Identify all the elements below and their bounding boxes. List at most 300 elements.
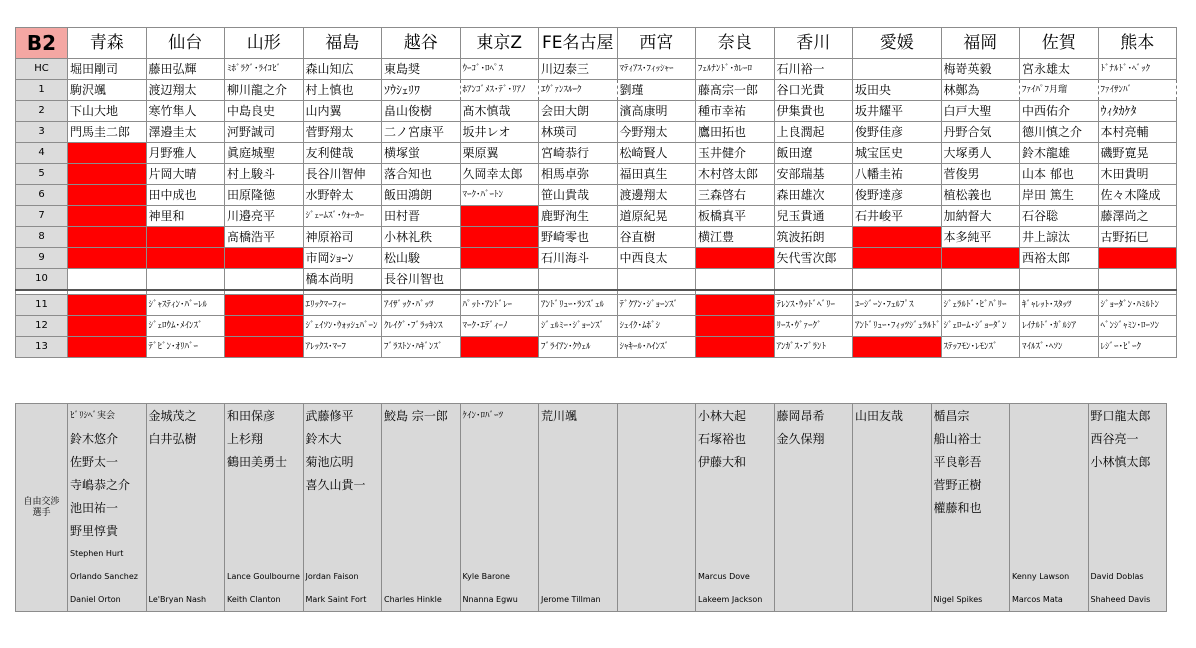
free-agent-cell — [539, 565, 618, 588]
roster-row — [16, 295, 1177, 316]
player-cell: 兒玉貴通 — [774, 206, 853, 227]
roster-row — [16, 269, 1177, 291]
player-cell: 藤澤尚之 — [1098, 206, 1177, 227]
team-name: 仙台 — [146, 28, 225, 59]
player-cell — [460, 269, 539, 291]
roster-row — [16, 227, 1177, 248]
empty-slot — [696, 337, 775, 358]
free-agent-cell: 上杉翔 — [225, 427, 304, 450]
player-cell: ﾌﾞﾗｽﾄﾝ･ﾊｷﾞﾝｽﾞ — [382, 337, 461, 358]
player-cell — [1020, 269, 1099, 291]
player-cell: ｱﾝｶﾞｽ･ﾌﾞﾗﾝﾄ — [774, 337, 853, 358]
player-cell: 田中成也 — [146, 185, 225, 206]
player-cell: 鹿野洵生 — [539, 206, 618, 227]
free-agent-cell: ﾋﾞﾘｼﾍﾞ実会 — [68, 404, 147, 428]
free-agent-cell — [1010, 427, 1089, 450]
player-cell: ｴﾘｯｸﾏｰﾌｨｰ — [303, 295, 382, 316]
player-cell: 西裕太郎 — [1020, 248, 1099, 269]
free-agent-cell: ｹｲﾝ･ﾛﾊﾞｰﾂ — [460, 404, 539, 428]
free-agent-cell — [1088, 496, 1167, 519]
player-cell: ｼﾞｪｰﾑｽﾞ･ｳｫｰｶｰ — [303, 206, 382, 227]
team-name: 山形 — [225, 28, 304, 59]
player-cell: ﾏｰｸ･ｴﾃﾞｨｰﾉ — [460, 316, 539, 337]
empty-slot — [68, 227, 147, 248]
player-cell: 宮永雄太 — [1020, 59, 1099, 80]
free-agent-cell — [225, 496, 304, 519]
player-cell: 矢代雪次郎 — [774, 248, 853, 269]
player-cell: 渡辺翔太 — [146, 80, 225, 101]
free-agent-cell — [539, 496, 618, 519]
free-agent-cell — [853, 427, 932, 450]
player-cell: 加納督大 — [941, 206, 1020, 227]
free-agent-cell: Orlando Sanchez — [68, 565, 147, 588]
player-cell — [853, 59, 942, 80]
free-agent-cell: 野口龍太郎 — [1088, 404, 1167, 428]
team-name: 越谷 — [382, 28, 461, 59]
free-agent-cell — [853, 496, 932, 519]
player-cell: ﾌｧｲｻﾝﾊﾞ — [1098, 80, 1177, 101]
free-agent-label: 自由交渉 選手 — [16, 404, 68, 612]
roster-row — [16, 206, 1177, 227]
free-agent-row — [16, 588, 1167, 612]
player-cell: 髙橋浩平 — [225, 227, 304, 248]
player-cell: 寒竹隼人 — [146, 101, 225, 122]
free-agent-cell: 荒川颯 — [539, 404, 618, 428]
league-label: B2 — [16, 28, 68, 59]
roster-row — [16, 143, 1177, 164]
roster-row — [16, 337, 1177, 358]
free-agent-cell: Charles Hinkle — [382, 588, 461, 612]
empty-slot — [696, 316, 775, 337]
free-agent-cell — [931, 519, 1010, 542]
free-agent-cell: 山田友哉 — [853, 404, 932, 428]
free-agent-cell — [225, 473, 304, 496]
free-agent-cell — [382, 565, 461, 588]
player-cell: ｼﾞｮｰﾀﾞﾝ･ﾊﾐﾙﾄﾝ — [1098, 295, 1177, 316]
free-agent-row — [16, 404, 1167, 428]
free-agent-cell — [1010, 450, 1089, 473]
player-cell: 三森啓右 — [696, 185, 775, 206]
player-cell: 中島良史 — [225, 101, 304, 122]
empty-slot — [146, 227, 225, 248]
free-agent-cell: 石塚裕也 — [696, 427, 775, 450]
empty-slot — [68, 316, 147, 337]
player-cell: ﾏｲﾙｽﾞ･ﾍｿﾝ — [1020, 337, 1099, 358]
player-cell: 岸田 篤生 — [1020, 185, 1099, 206]
free-agent-cell — [853, 519, 932, 542]
free-agent-cell — [1010, 542, 1089, 565]
player-cell: 白戸大聖 — [941, 101, 1020, 122]
free-agent-cell — [382, 473, 461, 496]
player-cell: ｼｪｲｸ･ﾑﾎﾞｼ — [617, 316, 696, 337]
player-cell: ｱﾝﾄﾞﾘｭｰ･ﾗﾝｽﾞｪﾙ — [539, 295, 618, 316]
player-cell: 森山知広 — [303, 59, 382, 80]
player-cell — [146, 269, 225, 291]
free-agent-cell — [1010, 404, 1089, 428]
player-cell: 種市幸祐 — [696, 101, 775, 122]
player-cell: 谷口光貴 — [774, 80, 853, 101]
free-agent-cell — [853, 565, 932, 588]
empty-slot — [146, 248, 225, 269]
player-cell: 久岡幸太郎 — [460, 164, 539, 185]
free-agent-cell: 平良彰吾 — [931, 450, 1010, 473]
player-cell: 田原隆徳 — [225, 185, 304, 206]
free-agent-cell — [617, 427, 696, 450]
player-cell: 濱高康明 — [617, 101, 696, 122]
free-agent-cell: 菊池広明 — [303, 450, 382, 473]
row-label: 4 — [16, 143, 68, 164]
free-agent-cell: 武藤修平 — [303, 404, 382, 428]
player-cell: 劉瑾 — [617, 80, 696, 101]
player-cell: 村上駿斗 — [225, 164, 304, 185]
empty-slot — [696, 295, 775, 316]
free-agent-cell — [617, 473, 696, 496]
free-agent-cell — [617, 496, 696, 519]
player-cell: 水野幹太 — [303, 185, 382, 206]
player-cell: 佐々木隆成 — [1098, 185, 1177, 206]
team-name: 愛媛 — [853, 28, 942, 59]
free-agent-cell: 藤岡昂希 — [774, 404, 853, 428]
empty-slot — [225, 337, 304, 358]
free-agent-cell: Kyle Barone — [460, 565, 539, 588]
free-agent-cell — [853, 588, 932, 612]
player-cell: 長谷川智伸 — [303, 164, 382, 185]
free-agent-cell: Marcus Dove — [696, 565, 775, 588]
player-cell: 眞庭城聖 — [225, 143, 304, 164]
free-agent-cell — [931, 542, 1010, 565]
player-cell: 飯田鴻朗 — [382, 185, 461, 206]
player-cell: ﾌｪﾙﾅﾝﾄﾞ･ｶﾚｰﾛ — [696, 59, 775, 80]
row-label: 9 — [16, 248, 68, 269]
player-cell: 川辺泰三 — [539, 59, 618, 80]
free-agent-cell — [539, 450, 618, 473]
player-cell: 髙木慎哉 — [460, 101, 539, 122]
team-name: 東京Z — [460, 28, 539, 59]
empty-slot — [941, 248, 1020, 269]
player-cell: 林鄭為 — [941, 80, 1020, 101]
player-cell: 栗原翼 — [460, 143, 539, 164]
free-agent-cell — [853, 450, 932, 473]
team-name: 奈良 — [696, 28, 775, 59]
player-cell: 藤髙宗一郎 — [696, 80, 775, 101]
free-agent-cell: 楯昌宗 — [931, 404, 1010, 428]
free-agent-row — [16, 427, 1167, 450]
player-cell: ｼﾞｪﾗﾙﾄﾞ･ﾋﾞﾊﾞﾘｰ — [941, 295, 1020, 316]
player-cell: ｴｳﾞｧﾝｽﾙｰｸ — [539, 80, 618, 101]
player-cell: 神里和 — [146, 206, 225, 227]
free-agent-cell — [1088, 542, 1167, 565]
player-cell: ﾐﾎﾞﾗｸﾞ･ﾗｲｺﾋﾞ — [225, 59, 304, 80]
player-cell: 植松義也 — [941, 185, 1020, 206]
free-agent-cell — [146, 496, 225, 519]
player-cell: 村上慎也 — [303, 80, 382, 101]
player-cell — [1098, 269, 1177, 291]
player-cell: 東島奨 — [382, 59, 461, 80]
row-label: 12 — [16, 316, 68, 337]
free-agent-cell — [1010, 473, 1089, 496]
free-agent-cell: Le'Bryan Nash — [146, 588, 225, 612]
player-cell: 林瑛司 — [539, 122, 618, 143]
player-cell: 上良潤起 — [774, 122, 853, 143]
free-agent-cell — [617, 404, 696, 428]
row-label: HC — [16, 59, 68, 80]
free-agent-cell — [617, 519, 696, 542]
player-cell: 畠山俊樹 — [382, 101, 461, 122]
player-cell: 本村亮輔 — [1098, 122, 1177, 143]
empty-slot — [1098, 248, 1177, 269]
row-label: 10 — [16, 269, 68, 291]
empty-slot — [853, 248, 942, 269]
player-cell: ﾃﾞｸｱﾝ･ｼﾞｮｰﾝｽﾞ — [617, 295, 696, 316]
player-cell: 鷹田拓也 — [696, 122, 775, 143]
player-cell: 神原裕司 — [303, 227, 382, 248]
player-cell: 井上諒汰 — [1020, 227, 1099, 248]
player-cell: 橋本尚明 — [303, 269, 382, 291]
player-cell: 丹野合気 — [941, 122, 1020, 143]
empty-slot — [460, 337, 539, 358]
player-cell: ﾕｰｼﾞｰﾝ･ﾌｪﾙﾌﾟｽ — [853, 295, 942, 316]
team-name: 福島 — [303, 28, 382, 59]
free-agent-cell — [539, 519, 618, 542]
free-agent-cell: Jerome Tillman — [539, 588, 618, 612]
player-cell: 道原紀晃 — [617, 206, 696, 227]
free-agent-cell: 池田祐一 — [68, 496, 147, 519]
free-agent-cell — [382, 427, 461, 450]
free-agent-cell: 權藤和也 — [931, 496, 1010, 519]
free-agent-cell: 鮫島 宗一郎 — [382, 404, 461, 428]
player-cell: 藤田弘輝 — [146, 59, 225, 80]
free-agent-cell: Lakeem Jackson — [696, 588, 775, 612]
free-agent-cell: Daniel Orton — [68, 588, 147, 612]
free-agent-cell — [303, 542, 382, 565]
player-cell: 相馬卓弥 — [539, 164, 618, 185]
roster-row — [16, 122, 1177, 143]
free-agent-cell: Marcos Mata — [1010, 588, 1089, 612]
free-agent-cell — [303, 519, 382, 542]
player-cell: ｼｬｷｰﾙ･ﾊｲﾝｽﾞ — [617, 337, 696, 358]
free-agent-cell: Mark Saint Fort — [303, 588, 382, 612]
free-agent-cell — [1010, 519, 1089, 542]
empty-slot — [853, 337, 942, 358]
roster-row — [16, 59, 1177, 80]
player-cell: ﾃﾚﾝｽ･ｳｯﾄﾞﾍﾞﾘｰ — [774, 295, 853, 316]
player-cell: 野崎零也 — [539, 227, 618, 248]
player-cell — [774, 269, 853, 291]
player-cell: 菅野翔太 — [303, 122, 382, 143]
player-cell: 笹山貴哉 — [539, 185, 618, 206]
player-cell: 門馬圭二郎 — [68, 122, 147, 143]
player-cell: ﾌﾞﾗｲｱﾝ･ｸｳｪﾙ — [539, 337, 618, 358]
player-cell: 友利健哉 — [303, 143, 382, 164]
player-cell: 筑波拓朗 — [774, 227, 853, 248]
row-label: 2 — [16, 101, 68, 122]
free-agent-cell — [774, 496, 853, 519]
player-cell: ﾍﾞﾝｼﾞｬﾐﾝ･ﾛｰｿﾝ — [1098, 316, 1177, 337]
player-cell — [696, 269, 775, 291]
player-cell: ｽﾃｯﾌﾓﾝ･ﾚﾓﾝｽﾞ — [941, 337, 1020, 358]
player-cell: 俊野佳彦 — [853, 122, 942, 143]
player-cell: 石川海斗 — [539, 248, 618, 269]
free-agent-cell — [696, 542, 775, 565]
row-label: 11 — [16, 295, 68, 316]
player-cell: 横江豊 — [696, 227, 775, 248]
free-agent-cell: 野里惇貴 — [68, 519, 147, 542]
free-agent-cell: 鈴木悠介 — [68, 427, 147, 450]
free-agent-cell — [1010, 496, 1089, 519]
player-cell: 坂井レオ — [460, 122, 539, 143]
player-cell: 会田大朗 — [539, 101, 618, 122]
empty-slot — [68, 206, 147, 227]
player-cell — [941, 269, 1020, 291]
player-cell: 山内翼 — [303, 101, 382, 122]
player-cell: 長谷川智也 — [382, 269, 461, 291]
player-cell: 山本 郁也 — [1020, 164, 1099, 185]
row-label: 3 — [16, 122, 68, 143]
empty-slot — [696, 248, 775, 269]
player-cell: ｱﾚｯｸｽ･ﾏｰﾌ — [303, 337, 382, 358]
free-agent-cell — [774, 542, 853, 565]
empty-slot — [225, 295, 304, 316]
player-cell: 落合知也 — [382, 164, 461, 185]
free-agent-cell — [382, 496, 461, 519]
team-name: 福岡 — [941, 28, 1020, 59]
free-agent-cell: 和田保彦 — [225, 404, 304, 428]
player-cell: 安部瑞基 — [774, 164, 853, 185]
free-agent-cell — [617, 450, 696, 473]
roster-row — [16, 248, 1177, 269]
player-cell: 石井峻平 — [853, 206, 942, 227]
player-cell: 宮崎恭行 — [539, 143, 618, 164]
player-cell — [853, 269, 942, 291]
free-agent-cell: Lance Goulbourne — [225, 565, 304, 588]
player-cell: ﾊﾟｯﾄ･ｱﾝﾄﾞﾚｰ — [460, 295, 539, 316]
player-cell — [617, 269, 696, 291]
empty-slot — [68, 164, 147, 185]
free-agent-cell — [382, 519, 461, 542]
free-agent-cell — [146, 450, 225, 473]
empty-slot — [460, 206, 539, 227]
empty-slot — [460, 227, 539, 248]
free-agent-cell — [382, 450, 461, 473]
free-agent-cell — [460, 427, 539, 450]
player-cell: 坂田央 — [853, 80, 942, 101]
player-cell: 月野雅人 — [146, 143, 225, 164]
player-cell: ｿｳｼｪﾘﾜ — [382, 80, 461, 101]
free-agent-cell — [774, 519, 853, 542]
free-agent-cell — [931, 565, 1010, 588]
player-cell: 松山駿 — [382, 248, 461, 269]
player-cell: ﾚｲﾅﾙﾄﾞ･ｶﾞﾙｼｱ — [1020, 316, 1099, 337]
free-agent-row — [16, 496, 1167, 519]
free-agent-cell: 喜久山貴一 — [303, 473, 382, 496]
player-cell: 俊野達彦 — [853, 185, 942, 206]
empty-slot — [853, 227, 942, 248]
player-cell: ﾎｱﾝｺﾞﾒｽ･ﾃﾞ･ﾘｱﾉ — [460, 80, 539, 101]
player-cell: 市岡ｼｮｰﾝ — [303, 248, 382, 269]
empty-slot — [460, 248, 539, 269]
roster-row — [16, 185, 1177, 206]
free-agent-cell: 鈴木大 — [303, 427, 382, 450]
player-cell: 坂井耀平 — [853, 101, 942, 122]
player-cell: ｱｲｻﾞｯｸ･ﾊﾞｯﾂ — [382, 295, 461, 316]
player-cell: 松崎賢人 — [617, 143, 696, 164]
free-agent-cell — [460, 519, 539, 542]
player-cell: ﾌｧｲﾊﾟﾌ月瑠 — [1020, 80, 1099, 101]
player-cell: ｱﾝﾄﾞﾘｭｰ･ﾌｨｯﾂｼﾞｪﾗﾙﾄﾞ — [853, 316, 942, 337]
player-cell: 駒沢颯 — [68, 80, 147, 101]
player-cell: ﾄﾞﾅﾙﾄﾞ･ﾍﾞｯｸ — [1098, 59, 1177, 80]
player-cell: 堀田剛司 — [68, 59, 147, 80]
empty-slot — [68, 185, 147, 206]
player-cell: 田村晋 — [382, 206, 461, 227]
player-cell: 中西佑介 — [1020, 101, 1099, 122]
player-cell: ﾏｰｸ･ﾊﾞｰﾄﾝ — [460, 185, 539, 206]
player-cell: 本多純平 — [941, 227, 1020, 248]
player-cell: 森田雄次 — [774, 185, 853, 206]
free-agent-cell — [146, 542, 225, 565]
row-label: 7 — [16, 206, 68, 227]
free-agent-cell: 鶴田美勇士 — [225, 450, 304, 473]
roster-row — [16, 101, 1177, 122]
free-agent-cell: Nnanna Egwu — [460, 588, 539, 612]
free-agent-cell: 小林大起 — [696, 404, 775, 428]
player-cell: 今野翔太 — [617, 122, 696, 143]
free-agent-cell — [696, 496, 775, 519]
empty-slot — [68, 248, 147, 269]
player-cell: 渡邊翔太 — [617, 185, 696, 206]
free-agent-cell: 菅野正樹 — [931, 473, 1010, 496]
free-agent-cell — [460, 450, 539, 473]
free-agent-cell — [225, 519, 304, 542]
free-agent-cell — [382, 542, 461, 565]
player-cell: 谷直樹 — [617, 227, 696, 248]
player-cell: 伊集貴也 — [774, 101, 853, 122]
player-cell: ｼﾞｪﾛｳﾑ･ﾒｲﾝｽﾞ — [146, 316, 225, 337]
player-cell: ﾃﾞﾋﾞﾝ･ｵﾘﾊﾞｰ — [146, 337, 225, 358]
player-cell: 八幡圭祐 — [853, 164, 942, 185]
player-cell: 木田貴明 — [1098, 164, 1177, 185]
free-agent-cell — [774, 565, 853, 588]
player-cell: 古野拓巳 — [1098, 227, 1177, 248]
player-cell: ﾘｰｽ･ｳﾞｧｰｸﾞ — [774, 316, 853, 337]
row-label: 8 — [16, 227, 68, 248]
player-cell: ｼﾞｪｲｿﾝ･ｳｫｯｼｭﾊﾞｰﾝ — [303, 316, 382, 337]
free-agent-cell — [146, 565, 225, 588]
free-agent-cell — [225, 542, 304, 565]
player-cell: ｳｨﾀｶｹﾀ — [1098, 101, 1177, 122]
team-name: 香川 — [774, 28, 853, 59]
free-agent-cell — [774, 450, 853, 473]
free-agent-cell — [460, 496, 539, 519]
player-cell: ｼﾞｬｽﾃｨﾝ･ﾊﾞｰﾚﾙ — [146, 295, 225, 316]
player-cell: ﾚｼﾞｰ･ﾋﾟｰｸ — [1098, 337, 1177, 358]
player-cell — [68, 269, 147, 291]
player-cell: 菅俊男 — [941, 164, 1020, 185]
player-cell: 川邉亮平 — [225, 206, 304, 227]
player-cell: ｳｰｺﾞ･ﾛﾍﾟｽ — [460, 59, 539, 80]
empty-slot — [68, 295, 147, 316]
player-cell: 石谷聡 — [1020, 206, 1099, 227]
free-agent-cell: 船山裕士 — [931, 427, 1010, 450]
free-agent-cell: 白井弘樹 — [146, 427, 225, 450]
team-name: FE名古屋 — [539, 28, 618, 59]
free-agent-cell — [1088, 519, 1167, 542]
free-agent-cell: Keith Clanton — [225, 588, 304, 612]
player-cell: 木村啓太郎 — [696, 164, 775, 185]
player-cell: 小林礼秩 — [382, 227, 461, 248]
free-agent-cell: 佐野太一 — [68, 450, 147, 473]
free-agent-cell — [460, 542, 539, 565]
